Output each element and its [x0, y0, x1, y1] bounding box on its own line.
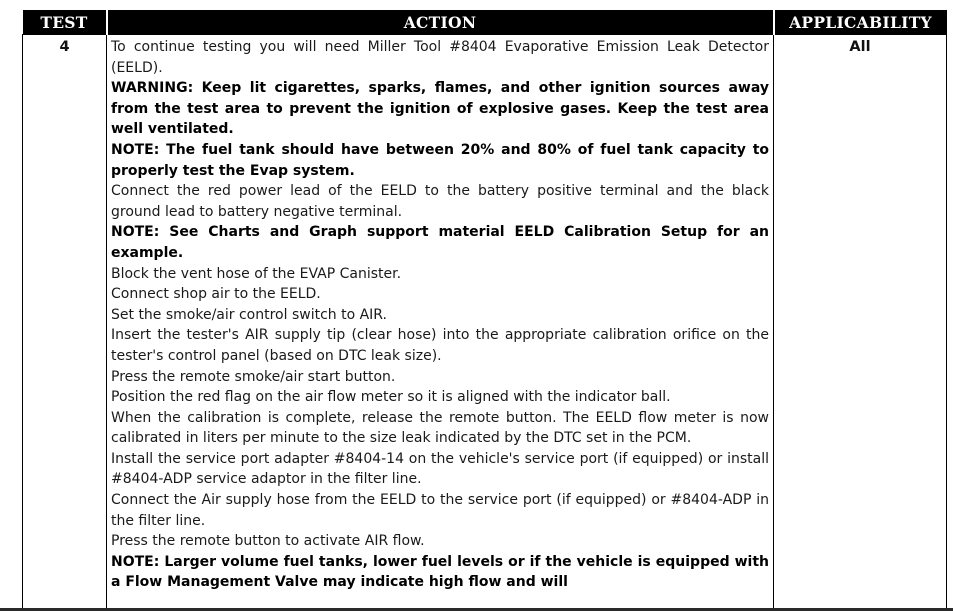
action-step: Set the smoke/air control switch to AIR.: [111, 306, 387, 323]
action-note: NOTE: The fuel tank should have between 20% and 80% of fuel tank capacity to properly test the Evap system.: [111, 141, 769, 179]
action-step: Connect the red power lead of the EELD to the battery positive terminal and the black ground lead to battery negative terminal.: [111, 183, 769, 220]
action-step: To continue testing you will need Miller Tool #8404 Evaporative Emission Leak Detector (EELD).: [111, 39, 769, 76]
header-test: TEST: [23, 10, 107, 35]
action-step: Block the vent hose of the EVAP Canister.: [111, 265, 402, 282]
action-step: Press the remote smoke/air start button.: [111, 368, 396, 385]
action-step: Install the service port adapter #8404-14 on the vehicle's service port (if equipped) or install #8404-ADP service adaptor in the filter line.: [111, 450, 769, 488]
action-step: Connect the Air supply hose from the EELD to the service port (if equipped) or #8404-ADP in the filter line.: [111, 492, 769, 529]
header-action: ACTION: [107, 10, 774, 35]
action-note: NOTE: Larger volume fuel tanks, lower fuel levels or if the vehicle is equipped with a Flow Management Valve may indicate high flow and will: [111, 553, 769, 591]
action-cell: [107, 35, 774, 611]
action-step: When the calibration is complete, release the remote button. The EELD flow meter is now calibrated in liters per minute to the size leak indicated by the DTC set in the PCM.: [111, 409, 769, 447]
table-header-row: [23, 10, 947, 35]
action-note: NOTE: See Charts and Graph support material EELD Calibration Setup for an example.: [111, 224, 769, 261]
action-step: Press the remote button to activate AIR flow.: [111, 533, 425, 550]
diagnostic-test-table: [22, 10, 947, 611]
table-row: [23, 35, 947, 611]
applicability-value: All: [774, 35, 947, 611]
action-step: Connect shop air to the EELD.: [111, 286, 321, 303]
action-step: Position the red flag on the air flow meter so it is aligned with the indicator ball.: [111, 389, 671, 406]
action-step: Insert the tester's AIR supply tip (clear hose) into the appropriate calibration orifice on the tester's control panel (based on DTC leak size).: [111, 327, 769, 364]
header-applicability: APPLICABILITY: [774, 10, 947, 35]
action-steps: [111, 37, 769, 593]
test-number: 4: [23, 35, 107, 611]
action-note: WARNING: Keep lit cigarettes, sparks, flames, and other ignition sources away from the test area to prevent the ignition of explosive gases. Keep the test area well ventilated.: [111, 80, 769, 138]
